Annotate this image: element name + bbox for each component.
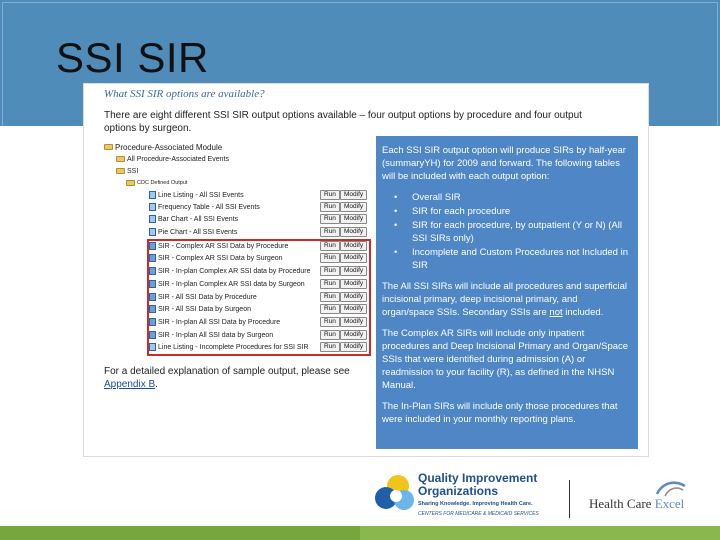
tree-row[interactable]: SIR - All SSI Data by Surgeon	[149, 304, 251, 314]
tree-row[interactable]: SIR - In-plan Complex AR SSI data by Surgeon	[149, 279, 305, 289]
appendix-link[interactable]: Appendix B	[104, 379, 156, 390]
info-paragraph: The In-Plan SIRs will include only those procedures that were included in your monthly reporting plans.	[382, 401, 618, 425]
tree-row[interactable]: SIR - In-plan All SSI Data by Procedure	[149, 317, 280, 327]
tree-row[interactable]: Frequency Table - All SSI Events	[149, 202, 260, 212]
report-icon	[149, 280, 156, 288]
bottom-bar	[0, 526, 720, 540]
modify-button[interactable]: Modify	[340, 266, 367, 276]
modify-button[interactable]: Modify	[340, 253, 367, 263]
qio-logo-block	[372, 470, 572, 522]
qio-cms-text: CENTERS FOR MEDICARE & MEDICAID SERVICES	[418, 511, 539, 517]
modify-button[interactable]: Modify	[340, 304, 367, 314]
report-icon	[149, 293, 156, 301]
health-care-excel-logo: Health Care Excel	[589, 496, 685, 511]
modify-button[interactable]: Modify	[340, 342, 367, 352]
folder-icon	[116, 156, 125, 162]
report-icon	[149, 267, 156, 275]
info-paragraph: The All SSI SIRs will include all procedures and superficial incisional primary, deep incisional primary, and organ/space SSIs. Secondary SSIs are not included.	[382, 281, 628, 318]
tree-node-events[interactable]: All Procedure-Associated Events	[116, 154, 229, 164]
modify-button[interactable]: Modify	[340, 279, 367, 289]
run-button[interactable]: Run	[320, 253, 340, 263]
qio-tagline: Sharing Knowledge. Improving Health Care.	[418, 501, 533, 507]
run-button[interactable]: Run	[320, 241, 340, 251]
modify-button[interactable]: Modify	[340, 202, 367, 212]
run-button[interactable]: Run	[320, 279, 340, 289]
run-button[interactable]: Run	[320, 190, 340, 200]
run-button[interactable]: Run	[320, 202, 340, 212]
modify-button[interactable]: Modify	[340, 292, 367, 302]
tree-row[interactable]: SIR - In-plan Complex AR SSI data by Procedure	[149, 266, 311, 276]
qio-logo-icon	[372, 472, 416, 516]
explanation-text: For a detailed explanation of sample output, please see Appendix B.	[104, 366, 350, 390]
tree-row[interactable]: Bar Chart - All SSI Events	[149, 214, 238, 224]
run-button[interactable]: Run	[320, 342, 340, 352]
intro-text: There are eight different SSI SIR output options available – four output options by procedure and four output options by surgeon.	[104, 110, 582, 134]
run-button[interactable]: Run	[320, 317, 340, 327]
folder-open-icon	[116, 168, 125, 174]
info-paragraph: Each SSI SIR output option will produce SIRs by half-year (summaryYH) for 2009 and forward. The following tables will be included with each output option:	[382, 145, 626, 182]
tree-row[interactable]: Pie Chart - All SSI Events	[149, 227, 237, 237]
run-button[interactable]: Run	[320, 266, 340, 276]
tree-node-ssi[interactable]: SSI	[116, 166, 138, 176]
run-button[interactable]: Run	[320, 292, 340, 302]
modify-button[interactable]: Modify	[340, 241, 367, 251]
modify-button[interactable]: Modify	[340, 330, 367, 340]
report-icon	[149, 331, 156, 339]
swoosh-icon	[655, 478, 687, 498]
modify-button[interactable]: Modify	[340, 190, 367, 200]
info-box	[376, 136, 638, 449]
tree-node-cdc[interactable]: CDC Defined Output	[126, 178, 187, 188]
list-item: • SIR for each procedure	[394, 206, 511, 217]
report-icon	[149, 305, 156, 313]
chart-icon	[149, 215, 156, 223]
list-item: • Incomplete and Custom Procedures not Included in SIR	[394, 247, 628, 271]
tree-node-module[interactable]: Procedure-Associated Module	[104, 142, 222, 152]
modify-button[interactable]: Modify	[340, 214, 367, 224]
modify-button[interactable]: Modify	[340, 317, 367, 327]
table-icon	[149, 191, 156, 199]
info-bullet-list	[390, 191, 632, 272]
report-icon	[149, 254, 156, 262]
modify-button[interactable]: Modify	[340, 227, 367, 237]
screenshot-panel	[83, 83, 649, 457]
table-icon	[149, 203, 156, 211]
report-icon	[149, 242, 156, 250]
chart-icon	[149, 228, 156, 236]
slide-title: SSI SIR	[56, 34, 209, 81]
info-paragraph: The Complex AR SIRs will include only inpatient procedures and Deep Incisional Primary and Organ/Space SSIs that were identified during admission (A) or readmission to your facility (R), as defined in the NHSN Manual.	[382, 328, 629, 391]
list-item: • SIR for each procedure, by outpatient (Y or N) (All SSI SIRs only)	[394, 220, 622, 244]
tree-row[interactable]: Line Listing - All SSI Events	[149, 190, 244, 200]
tree-row[interactable]: Line Listing - Incomplete Procedures for SSI SIR	[149, 342, 309, 352]
report-icon	[149, 318, 156, 326]
run-button[interactable]: Run	[320, 214, 340, 224]
run-button[interactable]: Run	[320, 330, 340, 340]
table-icon	[149, 343, 156, 351]
tree-row[interactable]: SIR - Complex AR SSI Data by Procedure	[149, 241, 288, 251]
folder-open-icon	[126, 180, 135, 186]
run-button[interactable]: Run	[320, 304, 340, 314]
tree-row[interactable]: SIR - All SSI Data by Procedure	[149, 292, 257, 302]
run-button[interactable]: Run	[320, 227, 340, 237]
logo-divider	[569, 480, 570, 518]
section-heading: What SSI SIR options are available?	[104, 88, 265, 100]
list-item: • Overall SIR	[394, 192, 461, 203]
qio-title: Quality Improvement Organizations	[418, 471, 538, 498]
tree-row[interactable]: SIR - Complex AR SSI Data by Surgeon	[149, 253, 283, 263]
folder-open-icon	[104, 144, 113, 150]
tree-row[interactable]: SIR - In-plan All SSI data by Surgeon	[149, 330, 273, 340]
